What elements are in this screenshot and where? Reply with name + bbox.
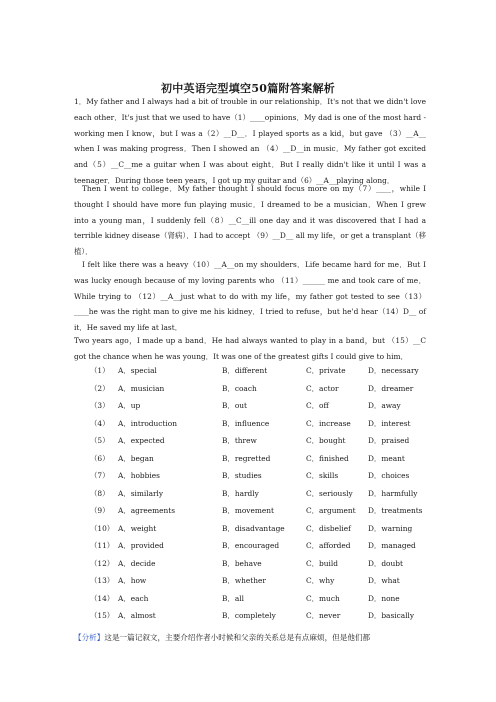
option-choice-b: B．all (222, 593, 244, 603)
option-choice-c: C．increase (306, 418, 351, 428)
document-title: 初中英语完型填空50篇附答案解析 (160, 82, 336, 95)
option-choice-c: C．private (306, 366, 346, 375)
option-choice-b: B．disadvantage (222, 523, 285, 533)
option-choice-b: B．studies (222, 471, 262, 480)
option-choice-a: A．provided (118, 541, 164, 550)
option-choice-c: C．actor (306, 383, 339, 393)
option-row (90, 467, 430, 485)
option-choice-c: C．build (306, 558, 338, 568)
analysis-text: 这是一篇记叙文，主要介绍作者小时候和父亲的关系总是有点麻烦，但是他们都 (104, 633, 371, 642)
option-row (90, 590, 430, 608)
option-choice-d: D．treatments (368, 506, 423, 515)
passage-paragraph-1: 1．My father and I always had a bit of trouble in our relationship．It's not that we didn't love each other．It's just that we used to have（1）____opinions．My dad is one of the most hard - working men I know，but I was a（2）__D__．I played sports as a kid，but gave （3）__A__ when I was making progress．Then I showed an （4）__D__in music．My father got excited and（5）__C__me a guitar when I was about eight．But I really didn't like it until I was a teenager．During those teen years，I got up my guitar and（6）__A__playing along． (74, 97, 426, 185)
option-number: （15） (90, 611, 115, 620)
option-choice-d: D．basically (368, 611, 415, 620)
option-choice-c: C．never (306, 611, 341, 620)
option-choice-a: A．introduction (118, 418, 177, 428)
option-choice-d: D．necessary (368, 366, 419, 375)
option-choice-a: A．special (118, 366, 157, 375)
option-number: （4） (90, 418, 110, 428)
option-choice-a: A．began (118, 453, 154, 463)
option-row (90, 537, 430, 555)
option-row (90, 380, 430, 398)
option-choice-a: A．almost (118, 611, 156, 620)
option-choice-d: D．what (368, 576, 400, 585)
option-choice-a: A．how (118, 576, 147, 585)
option-row (90, 450, 430, 468)
option-choice-b: B．influence (222, 418, 270, 428)
option-choice-c: C．much (306, 593, 340, 603)
option-choice-d: D．none (368, 593, 400, 603)
option-choice-d: D．managed (368, 541, 416, 550)
passage-paragraph-4: Two years ago，I made up a band．He had always wanted to play in a band，but （15）__C got the chance when he was young．It was one of the greatest gifts I could give to him． (74, 336, 426, 361)
option-number: （3） (90, 401, 110, 410)
passage-paragraph-3: I felt like there was a heavy（10）__A__on my shoulders．Life became hard for me．But I was lucky enough because of my loving parents who （11）______ me and took care of me．While trying to （12）__A__just what to do with my life，my father got tested to see（13）____he was the right man to give me his kidney．I tried to refuse，but he'd hear（14）D__ of it．He saved my life at last． (74, 260, 426, 333)
option-choice-d: D．warning (368, 523, 413, 533)
option-choice-c: C．finished (306, 453, 349, 463)
option-row (90, 415, 430, 433)
option-number: （8） (90, 488, 110, 498)
option-number: （5） (90, 436, 110, 445)
analysis-tag: 【分析】 (74, 633, 105, 642)
option-number: （6） (90, 453, 110, 463)
option-choice-c: C．afforded (306, 541, 351, 550)
option-choice-a: A．decide (118, 558, 156, 568)
option-choice-a: A．up (118, 401, 141, 410)
option-row (90, 520, 430, 538)
passage-paragraph-2: Then I went to college．My father thought I should focus more on my（7）____，while I thought I should have more fun playing music．I dreamed to be a musician．When I grew into a young man，I suddenly fell（8）__C__ill one day and it was discovered that I had a terrible kidney disease（肾病）．I had to accept （9）__D__ all my life，or get a transplant（移植）． (74, 184, 426, 257)
option-choice-c: C．bought (306, 436, 346, 445)
option-number: （11） (90, 541, 115, 550)
option-number: （2） (90, 383, 110, 393)
option-choice-a: A．expected (118, 436, 165, 445)
option-choice-b: B．threw (222, 436, 257, 445)
option-row (90, 362, 430, 380)
option-choice-d: D．away (368, 401, 401, 410)
option-row (90, 555, 430, 573)
option-choice-b: B．different (222, 366, 268, 375)
option-choice-c: C．argument (306, 506, 356, 515)
option-choice-b: B．whether (222, 576, 266, 585)
option-choice-d: D．dreamer (368, 383, 414, 393)
option-number: （14） (90, 593, 115, 603)
option-number: （13） (90, 576, 115, 585)
option-number: （9） (90, 506, 110, 515)
option-choice-d: D．doubt (368, 558, 403, 568)
option-choice-a: A．hobbies (118, 471, 160, 480)
option-choice-b: B．movement (222, 506, 274, 515)
option-number: （12） (90, 558, 115, 568)
option-row (90, 397, 430, 415)
option-choice-c: C．off (306, 401, 329, 410)
option-choice-b: B．behave (222, 558, 262, 568)
option-choice-c: C．disbelief (306, 523, 351, 533)
option-number: （7） (90, 471, 110, 480)
option-row (90, 432, 430, 450)
option-choice-b: B．encouraged (222, 541, 280, 550)
option-choice-c: C．why (306, 576, 335, 585)
option-choice-b: B．coach (222, 383, 257, 393)
option-choice-b: B．regretted (222, 453, 271, 463)
option-choice-b: B．hardly (222, 488, 259, 498)
option-choice-d: D．interest (368, 418, 411, 428)
option-row (90, 502, 430, 520)
option-choice-d: D．harmfully (368, 488, 418, 498)
option-row (90, 572, 430, 590)
option-choice-a: A．similarly (118, 488, 164, 498)
option-choice-a: A．each (118, 593, 149, 603)
option-number: （10） (90, 523, 115, 533)
option-choice-c: C．skills (306, 471, 339, 480)
option-choice-d: D．choices (368, 471, 410, 480)
option-choice-d: D．praised (368, 436, 410, 445)
option-number: （1） (90, 366, 110, 375)
option-choice-c: C．seriously (306, 488, 353, 498)
option-choice-a: A．agreements (118, 506, 176, 515)
option-choice-d: D．meant (368, 453, 405, 463)
option-choice-a: A．musician (118, 383, 165, 393)
option-row (90, 485, 430, 503)
option-row (90, 607, 430, 625)
option-choice-b: B．out (222, 401, 248, 410)
option-choice-b: B．completely (222, 611, 276, 620)
analysis-section (74, 630, 434, 645)
options-list (90, 362, 430, 625)
option-choice-a: A．weight (118, 523, 157, 533)
